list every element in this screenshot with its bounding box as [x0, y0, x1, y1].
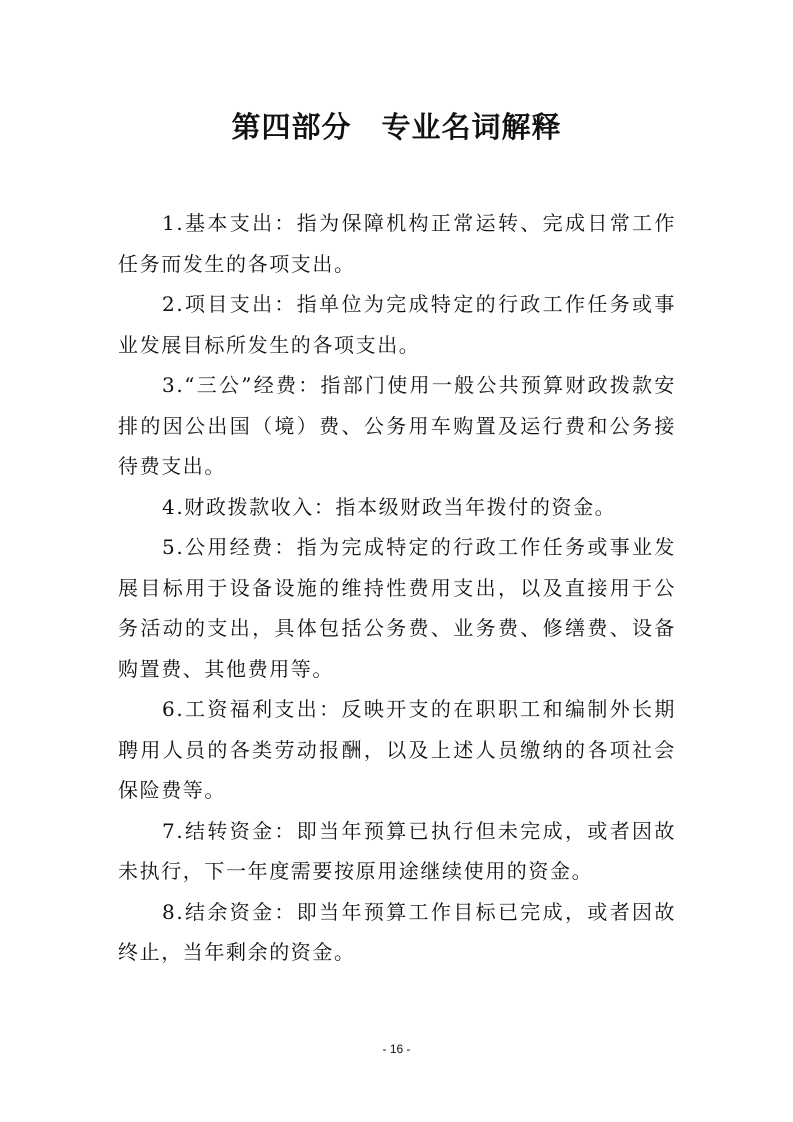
glossary-item-three-public-funds [118, 365, 676, 487]
glossary-term: 4.财政拨款收入： [162, 494, 336, 519]
glossary-term: 1.基本支出： [162, 211, 297, 235]
glossary-item-public-funds [118, 527, 676, 689]
glossary-term: 6.工资福利支出： [162, 697, 342, 721]
glossary-item-surplus-funds [118, 892, 676, 973]
glossary-body [118, 203, 676, 973]
glossary-item-basic-expenditure [118, 203, 676, 284]
glossary-item-wage-welfare [118, 689, 676, 811]
glossary-definition: 指单位为完成特定的行政工作任务或事业发展目标所发生的各项支出。 [118, 292, 676, 357]
page-number: - 16 - [382, 1042, 411, 1056]
glossary-item-project-expenditure [118, 284, 676, 365]
glossary-definition: 反映开支的在职职工和编制外长期聘用人员的各类劳动报酬，以及上述人员缴纳的各项社会保险费等。 [118, 697, 677, 802]
glossary-term: 3.“三公”经费： [162, 373, 321, 397]
glossary-term: 2.项目支出： [162, 292, 297, 316]
page-title: 第四部分 专业名词解释 [231, 110, 562, 144]
glossary-definition: 即当年预算工作目标已完成，或者因故终止，当年剩余的资金。 [118, 899, 676, 964]
glossary-item-carryover-funds [118, 811, 676, 892]
glossary-term: 5.公用经费： [162, 535, 297, 559]
glossary-definition: 即当年预算已执行但未完成，或者因故未执行，下一年度需要按原用途继续使用的资金。 [118, 818, 676, 883]
glossary-definition: 指本级财政当年拨付的资金。 [335, 494, 617, 519]
glossary-definition: 指部门使用一般公共预算财政拨款安排的因公出国（境）费、公务用车购置及运行费和公务接待费支出。 [118, 373, 676, 478]
glossary-item-fiscal-appropriation-income [118, 487, 676, 528]
glossary-definition: 指为保障机构正常运转、完成日常工作任务而发生的各项支出。 [118, 211, 676, 276]
glossary-term: 7.结转资金： [162, 818, 297, 843]
glossary-definition: 指为完成特定的行政工作任务或事业发展目标用于设备设施的维持性费用支出，以及直接用于公务活动的支出，具体包括公务费、业务费、修缮费、设备购置费、其他费用等。 [118, 535, 676, 681]
glossary-term: 8.结余资金： [162, 899, 297, 924]
